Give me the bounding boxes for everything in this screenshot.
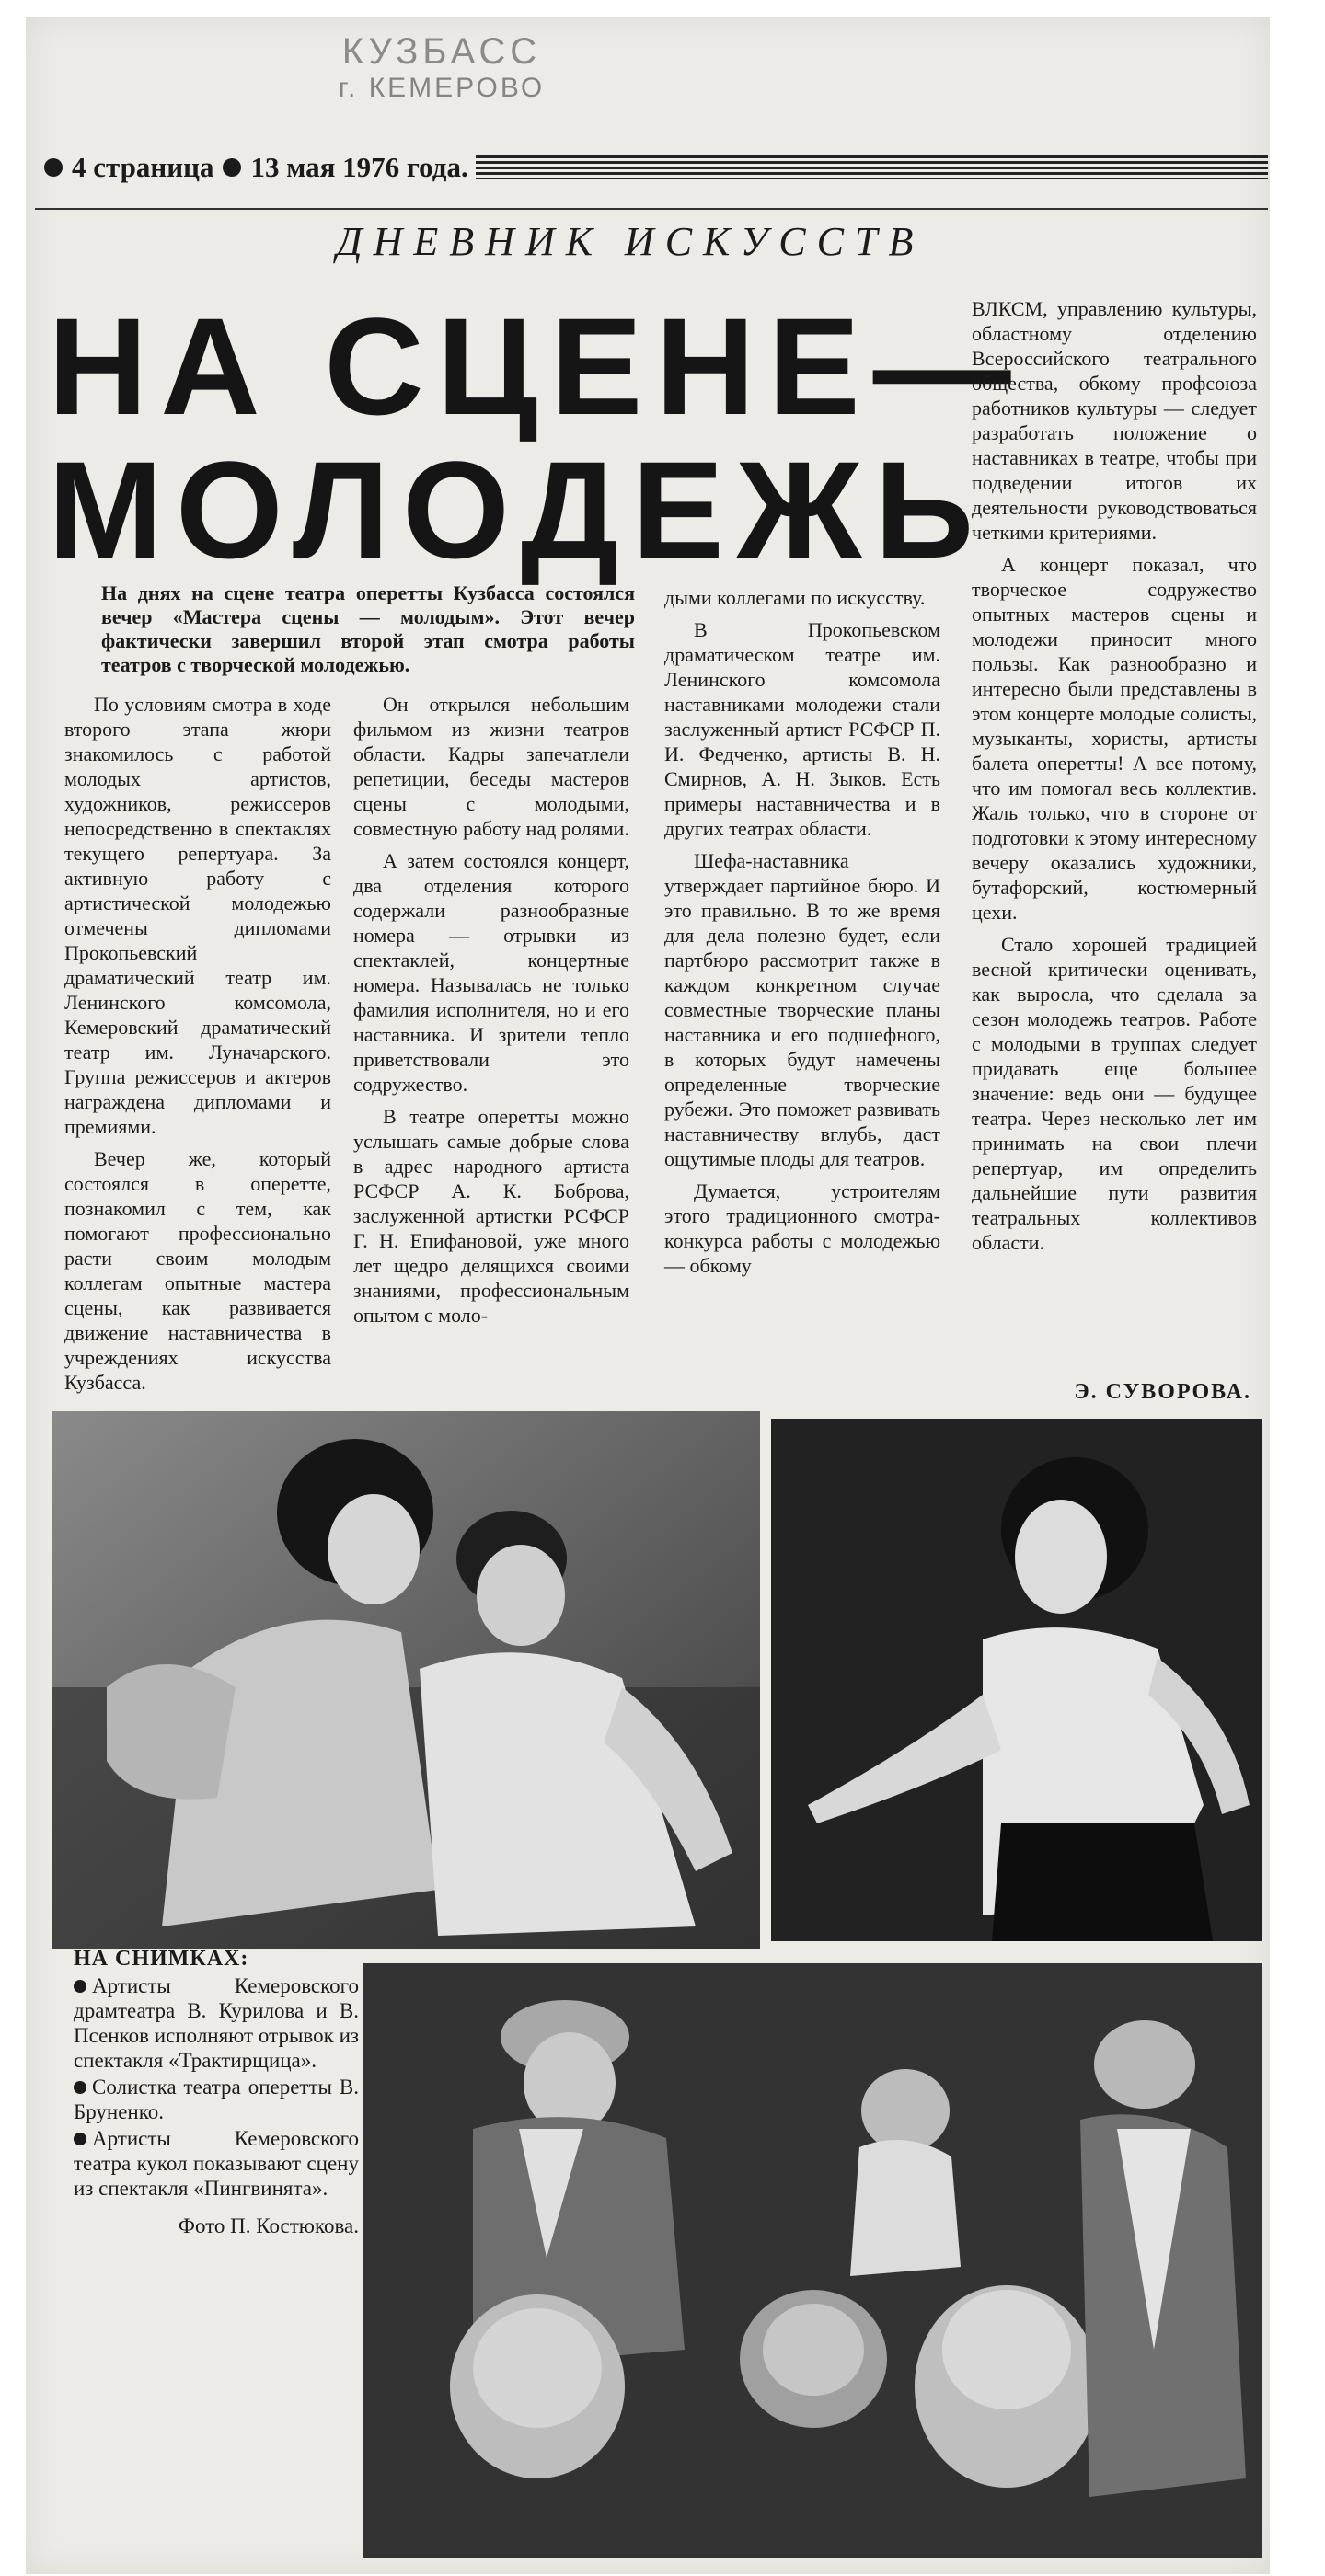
paragraph: В театре оперетты можно услышать самые добрые слова в адрес народного артиста РСФСР А. К. Боброва, заслуженной артистки РСФСР Г. Н. Епифановой, уже много лет щедро делящихся своими знаниями, профессиональным опытом с моло- bbox=[353, 1105, 629, 1327]
divider bbox=[35, 208, 1268, 210]
bullet-icon bbox=[74, 1980, 86, 1993]
paragraph: Он открылся небольшим фильмом из жизни театров области. Кадры запечатлели репетиции, беседы мастеров сцены с молодыми, совместную работу над ролями. bbox=[353, 693, 629, 840]
photo-operetta-soloist bbox=[771, 1419, 1262, 1941]
paragraph: Вечер же, который состоялся в оперетте, познакомил с тем, как помогают профессионально расти своим молодым коллегам опытные мастера сцены, как развивается движение наставничества в учреждениях искусства Кузбасса. bbox=[64, 1147, 331, 1394]
stamp-city: г. КЕМЕРОВО bbox=[338, 73, 546, 103]
photo-credit: Фото П. Костюкова. bbox=[178, 2214, 359, 2237]
caption-item: Солистка театра оперетты В. Бруненко. bbox=[74, 2076, 359, 2123]
paragraph: Стало хорошей традицией весной критически оценивать, как выросла, что сделала за сезон молодежь театров. Работе с молодыми в труппах следует придавать еще большее значение: ведь они — будущее театра. Через несколько лет им принимать на свои плечи репертуар, им определить дальнейшие пути развития театральных коллективов области. bbox=[972, 933, 1257, 1254]
paragraph: А затем состоялся концерт, два отделения которого содержали разнообразные номера — отрывки из спектаклей, концертные номера. Называлась не только фамилия исполнителя, но и его наставника. И зрители тепло приветствовали это содружество. bbox=[353, 849, 629, 1096]
article-column-4 bbox=[972, 296, 1257, 1255]
paragraph: В Прокопьевском драматическом театре им. Ленинского комсомола наставниками молодежи стали заслуженный артист РСФСР П. И. Федченко, артисты В. Н. Смирнов, А. Н. Зыков. Есть примеры наставничества и в других театрах области. bbox=[664, 618, 940, 840]
bullet-icon bbox=[74, 2133, 86, 2145]
rubric: ДНЕВНИК ИСКУССТВ bbox=[336, 219, 925, 264]
headline bbox=[48, 289, 1024, 587]
paragraph: Думается, устроителям этого традиционного смотра-конкурса работы с молодежью — обкому bbox=[664, 1179, 940, 1277]
photo-puppet-theatre bbox=[363, 1963, 1262, 2558]
article-column-1 bbox=[64, 692, 331, 1395]
library-stamp bbox=[304, 31, 580, 105]
caption-item: Артисты Кемеровского театра кукол показывают сцену из спектакля «Пингвинята». bbox=[74, 2127, 359, 2200]
paragraph: дыми коллегами по искусству. bbox=[664, 586, 926, 609]
headline-line-1: НА СЦЕНЕ— bbox=[48, 289, 1024, 443]
issue-date: 13 мая 1976 года. bbox=[250, 151, 468, 183]
bullet-icon bbox=[44, 158, 63, 177]
photo-captions bbox=[74, 1947, 359, 2238]
paragraph: ВЛКСМ, управлению культуры, областному отделению Всероссийского театрального общества, обкому профсоюза работников культуры — следует разработать положение о наставниках в театре, чтобы при подведении итогов их деятельности руководствоваться четкими критериями. bbox=[972, 297, 1257, 544]
captions-title: НА СНИМКАХ: bbox=[74, 1947, 249, 1971]
bullet-icon bbox=[74, 2081, 86, 2094]
paragraph: Шефа-наставника утверждает партийное бюро. И это правильно. В то же время для дела полезно будет, если партбюро рассмотрит также в каждом конкретном случае совместные творческие планы наставника и его подшефного, в которых будут намечены определенные творческие рубежи. Это поможет развивать наставничеству вглубь, даст ощутимые плоды для театров. bbox=[664, 849, 940, 1170]
paragraph: А концерт показал, что творческое содружество опытных мастеров сцены и молодежи приносит много пользы. Как разнообразно и интересно были представлены в этом концерте молодые солисты, музыканты, хористы, артисты балета оперетты! А все потому, что им помогал весь коллектив. Жаль только, что в стороне от подготовки к этому интересному вечеру оказались художники, бутафорский, костюмерный цехи. bbox=[972, 553, 1257, 924]
stamp-newspaper-name: КУЗБАСС bbox=[341, 31, 542, 72]
bullet-icon bbox=[223, 158, 241, 177]
caption-item: Артисты Кемеровского драмтеатра В. Курилова и В. Псенков исполняют отрывок из спектакля «Трактирщица». bbox=[74, 1974, 359, 2072]
page-date-line bbox=[35, 147, 1268, 188]
article-column-3 bbox=[664, 585, 940, 1278]
paragraph: По условиям смотра в ходе второго этапа жюри знакомилось с работой молодых артистов, художников, режиссеров непосредственно в спектаклях текущего репертуара. За активную работу с артистической молодежью отмечены дипломами Прокопьевский драматический театр им. Ленинского комсомола, Кемеровский драматический театр им. Луначарского. Группа режиссеров и актеров награждена дипломами и премиями. bbox=[64, 693, 331, 1138]
headline-line-2: МОЛОДЕЖЬ bbox=[48, 432, 987, 587]
article-column-2 bbox=[353, 692, 629, 1328]
photo-drama-actors bbox=[52, 1411, 760, 1949]
decorative-rules bbox=[476, 155, 1268, 179]
lead-paragraph: На днях на сцене театра оперетты Кузбасса состоялся вечер «Мастера сцены — молодым». Этот вечер фактически завершил второй этап смотра работы театров с творческой молодежью. bbox=[101, 581, 635, 676]
author-signature: Э. СУВОРОВА. bbox=[1074, 1380, 1251, 1404]
page-number: 4 страница bbox=[72, 151, 214, 183]
